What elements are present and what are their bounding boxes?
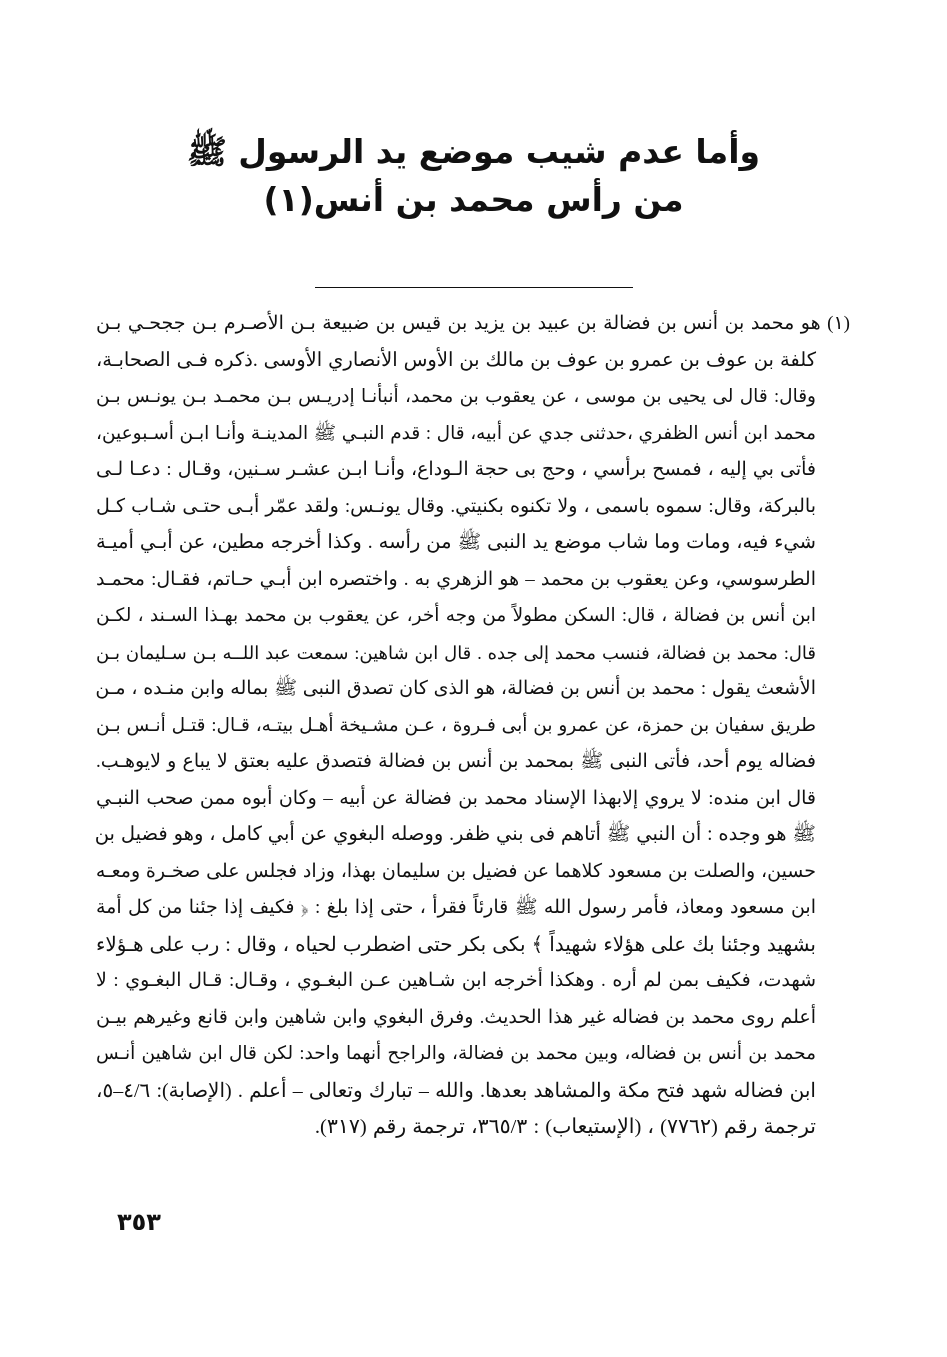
footnote-line: قال ابن منده: لا يروي إلابهذا الإسناد محمد بن فضالة عن أبيه – وكان أبوه ممن صحب النبـي: [96, 787, 816, 809]
footnote-line: ترجمة رقم (٧٧٦٢) ، (الإستيعاب) : ٣٦٥/٣، ترجمة رقم (٣١٧).: [314, 1116, 816, 1138]
footnote-line: أعلم روى محمد بن فضاله غير هذا الحديث. وفرق البغوي وابن شاهين وابن قانع وغيرهم بيـن: [96, 1006, 816, 1028]
footnote-line: فأتى بي إليه ، فمسح برأسي ، وحج بى حجة الـوداع، وأنـا ابـن عشـر سـنين، وقـال : دعـا لـى: [96, 459, 816, 480]
footnote-line: بالبركة، وقال: سموه باسمى ، ولا تكنوه بكنيتي. وقال يونـس: ولقد عمّر أبـى حتـى شـاب كـل: [96, 495, 816, 517]
page-number: ٣٥٣: [117, 1208, 161, 1236]
footnote-line: الطرسوسي، وعن يعقوب بن محمد – هو الزهري به . واختصره ابن أبـي حـاتم، فقـال: محمـد: [96, 568, 816, 590]
footnote-line: كلفة بن عوف بن عمرو بن عوف بن مالك بن الأوس الأنصاري الأوسى .ذكره فـى الصحابـة،: [96, 349, 816, 371]
footnote-line: وقال: قال لى يحيى بن موسى ، عن يعقوب بن محمد، أنبأنـا إدريـس بـن محمـد بـن يونـس بـن: [96, 387, 816, 407]
footnote-line: قال: محمد بن فضالة، فنسب محمد إلى جده . قال ابن شاهين: سمعت عبد اللــه بـن سـليمان بـن: [96, 642, 816, 663]
footnote-line: (١) هو محمد بن أنس بن فضالة بن عبيد بن يزيد بن قيس بن ضبيعة بـن الأصـرم بـن ججحـي بـن: [96, 313, 850, 334]
footnote-line: ابن أنس بن فضالة ، قال: السكن مطولاً من وجه أخر، عن يعقوب بن محمد بهـذا السـند ، لكـن: [96, 606, 816, 626]
chapter-heading: [120, 128, 827, 224]
footnote-line: الأشعث يقول : محمد بن أنس بن فضالة، هو الذى كان تصدق النبى ﷺ بماله وابن منـده ، مـن: [95, 678, 816, 699]
footnote-line: شيء فيه، ومات وما شاب موضع يد النبى ﷺ من رأسه . وكذا أخرجه مطين، عن أبـي أميـة: [96, 532, 816, 553]
footnote-line: بشهيد وجئنا بك على هؤلاء شهيداً ﴾ بكى بكر حتى اضطرب لحياه ، وقال : رب على هـؤلاء: [96, 933, 816, 956]
footnote-line: شهدت، فكيف بمن لم أره . وهكذا أخرجه ابن شـاهين عـن البغـوي ، وقـال: قـال البغـوي : لا: [96, 970, 816, 991]
footnote-line: ابن فضاله شهد فتح مكة والمشاهد بعدها. والله – تبارك وتعالى – أعلم . (الإصابة): ٤/٦–٥،: [96, 1079, 816, 1102]
heading-line-2: من رأس محمد بن أنس(١): [263, 180, 684, 219]
heading-line-1: وأما عدم شيب موضع يد الرسول ﷺ: [186, 132, 761, 171]
footnote-divider: [315, 287, 633, 288]
footnote-line: فضاله يوم أحد، فأتى النبى ﷺ بمحمد بن أنس بن فضالة فتصدق عليه بعتق لا يباع و لايوهـب.: [96, 751, 816, 772]
footnote-line: طريق سفيان بن حمزة، عن عمرو بن أبى فـروة ، عـن مشـيخة أهـل بيتـه، قـال: قتـل أنـس بـن: [96, 715, 816, 736]
footnote-body: [96, 306, 850, 1146]
footnote-line: ابن مسعود ومعاذ، فأمر رسول الله ﷺ قارئاً فقرأ ، حتى إذا بلغ : ﴿ فكيف إذا جئنا من كل أمة: [96, 897, 816, 918]
footnote-line: محمد ابن أنس الظفري ،حدثنى جدي عن أبيه، قال : قدم النبـي ﷺ المدينـة وأنـا ابـن أسـبوعين،: [96, 423, 816, 444]
footnote-line: محمد بن أنس بن فضاله، وبين محمد بن فضالة، والراجح أنهما واحد: لكن قال ابن شاهين أنـس: [96, 1044, 816, 1064]
footnote-line: حسين، والصلت بن مسعود كلاهما عن فضيل بن سليمان بهذا، وزاد فجلس على صخـرة ومعـه: [95, 860, 816, 882]
footnote-line: ﷺ هو وجده : أن النبي ﷺ أتاهم فى بني ظفر. ووصله البغوي عن أبي كامل ، وهو فضيل بن: [94, 824, 816, 845]
